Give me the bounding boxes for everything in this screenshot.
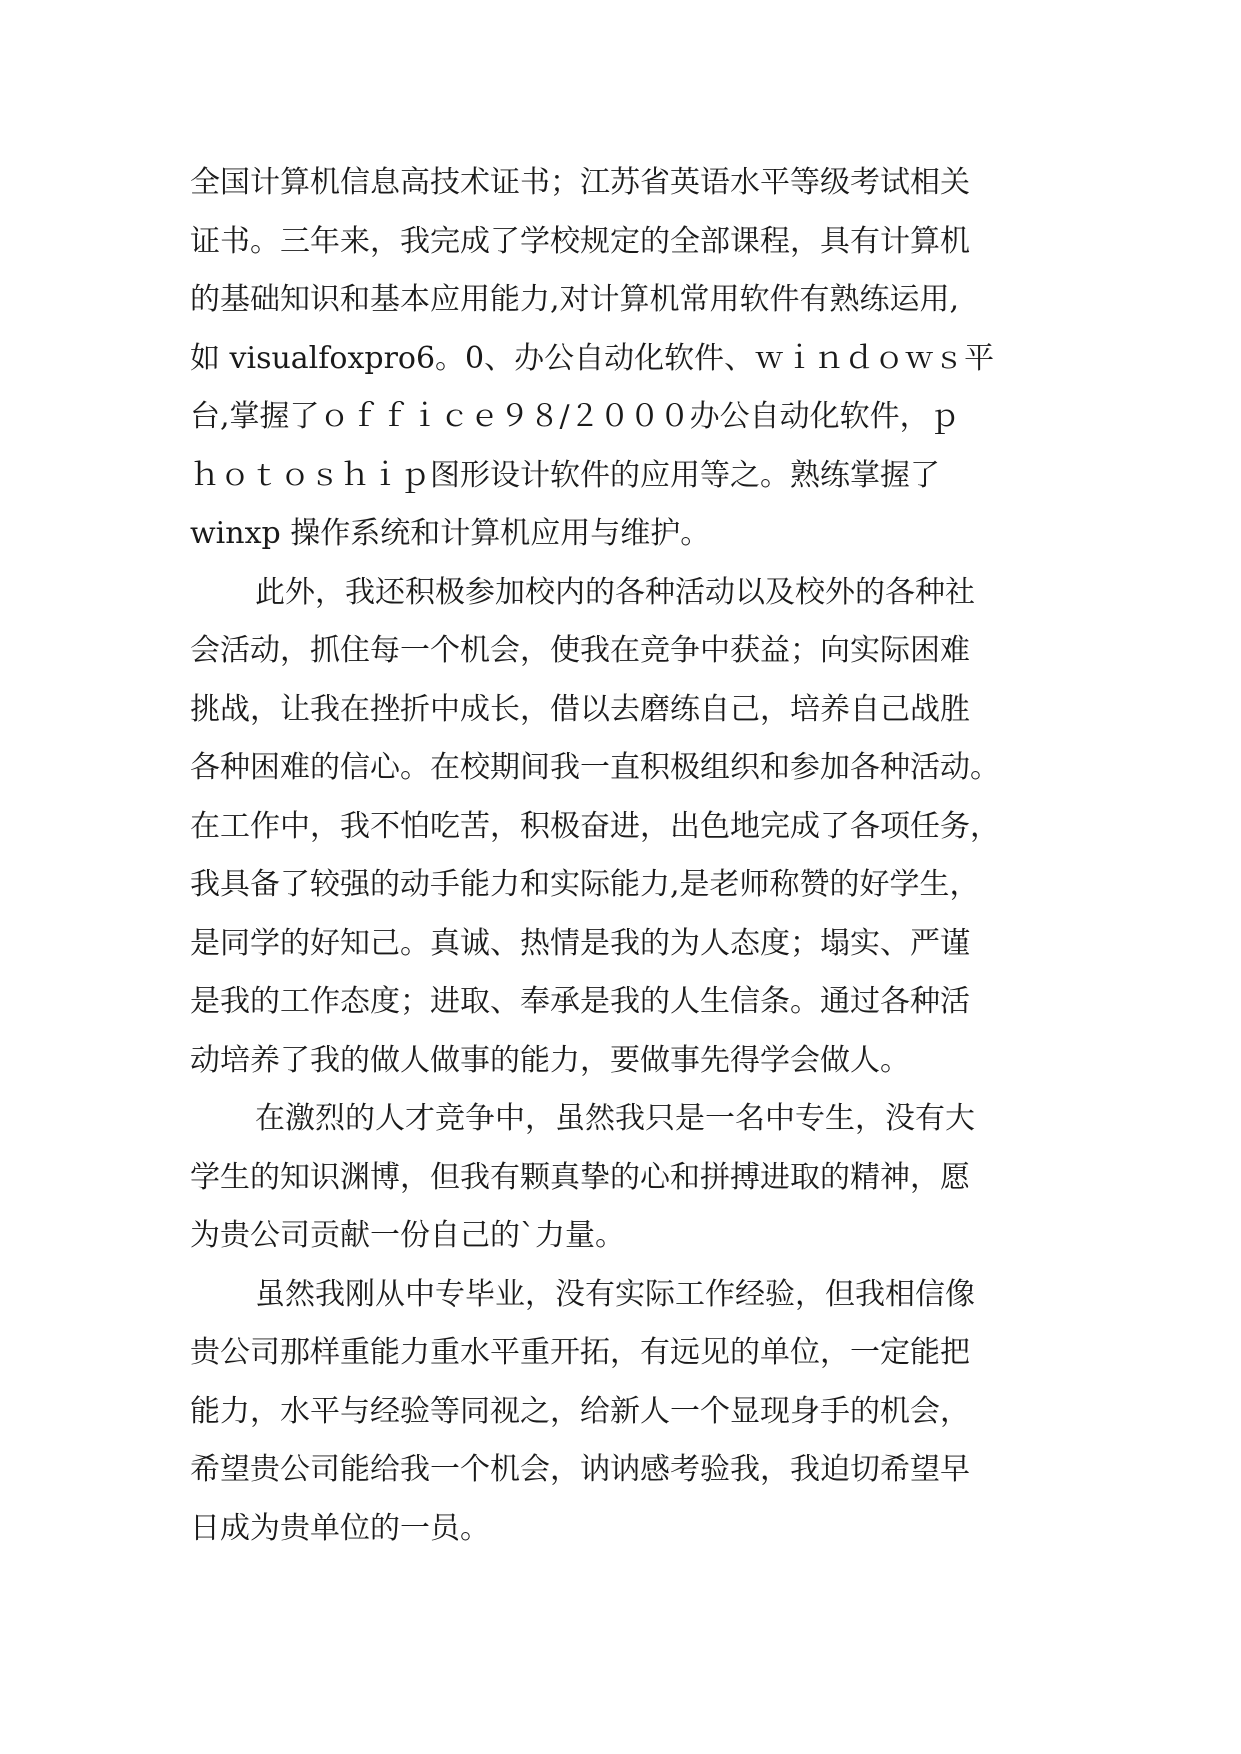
text-line: 此外，我还积极参加校内的各种活动以及校外的各种社	[255, 574, 975, 610]
text-line: 学生的知识渊博，但我有颗真挚的心和拼搏进取的精神，愿	[190, 1159, 970, 1195]
text-line: 我具备了较强的动手能力和实际能力,是老师称赞的好学生，	[190, 867, 980, 902]
paragraph-certificates-skills	[190, 154, 1090, 564]
text-line: 的基础知识和基本应用能力,对计算机常用软件有熟练运用,	[190, 282, 960, 317]
text-line: 证书。三年来，我完成了学校规定的全部课程，具有计算机	[190, 223, 970, 259]
text-line: 希望贵公司能给我一个机会，讷讷感考验我，我迫切希望早	[190, 1452, 970, 1487]
text-line: 挑战，让我在挫折中成长，借以去磨练自己，培养自己战胜	[190, 691, 970, 727]
text-line: 在工作中，我不怕吃苦，积极奋进，出色地完成了各项任务，	[190, 808, 1000, 844]
text-line: 贵公司那样重能力重水平重开拓，有远见的单位，一定能把	[190, 1335, 970, 1370]
text-line: 日成为贵单位的一员。	[190, 1510, 490, 1546]
text-line: 如 visualfoxpro6。0、办公自动化软件、ｗｉｎｄｏｗｓ平	[190, 340, 995, 376]
text-line: 在激烈的人才竞争中，虽然我只是一名中专生，没有大	[255, 1101, 975, 1136]
paragraph-competition	[190, 1090, 1090, 1266]
text-line: 是同学的好知己。真诚、热情是我的为人态度；塌实、严谨	[190, 925, 970, 961]
text-line: 动培养了我的做人做事的能力，要做事先得学会做人。	[190, 1042, 910, 1078]
text-line: ｈｏｔｏｓｈｉｐ图形设计软件的应用等之。熟练掌握了	[190, 457, 940, 493]
text-line: 虽然我刚从中专毕业，没有实际工作经验，但我相信像	[255, 1276, 975, 1312]
text-line: 会活动，抓住每一个机会，使我在竞争中获益；向实际困难	[190, 633, 970, 668]
text-line: 各种困难的信心。在校期间我一直积极组织和参加各种活动。	[190, 750, 1000, 785]
document-body	[190, 154, 1090, 1558]
text-line: winxp 操作系统和计算机应用与维护。	[190, 516, 711, 551]
text-line: 为贵公司贡献一份自己的`力量。	[190, 1218, 625, 1253]
paragraph-closing	[190, 1266, 1090, 1559]
text-line: 全国计算机信息高技术证书；江苏省英语水平等级考试相关	[190, 165, 970, 200]
text-line: 是我的工作态度；进取、奉承是我的人生信条。通过各种活	[190, 984, 970, 1019]
text-line: 台,掌握了ｏｆｆｉｃｅ９８/２０００办公自动化软件，ｐ	[190, 399, 960, 434]
paragraph-activities	[190, 564, 1090, 1091]
text-line: 能力，水平与经验等同视之，给新人一个显现身手的机会，	[190, 1393, 970, 1429]
